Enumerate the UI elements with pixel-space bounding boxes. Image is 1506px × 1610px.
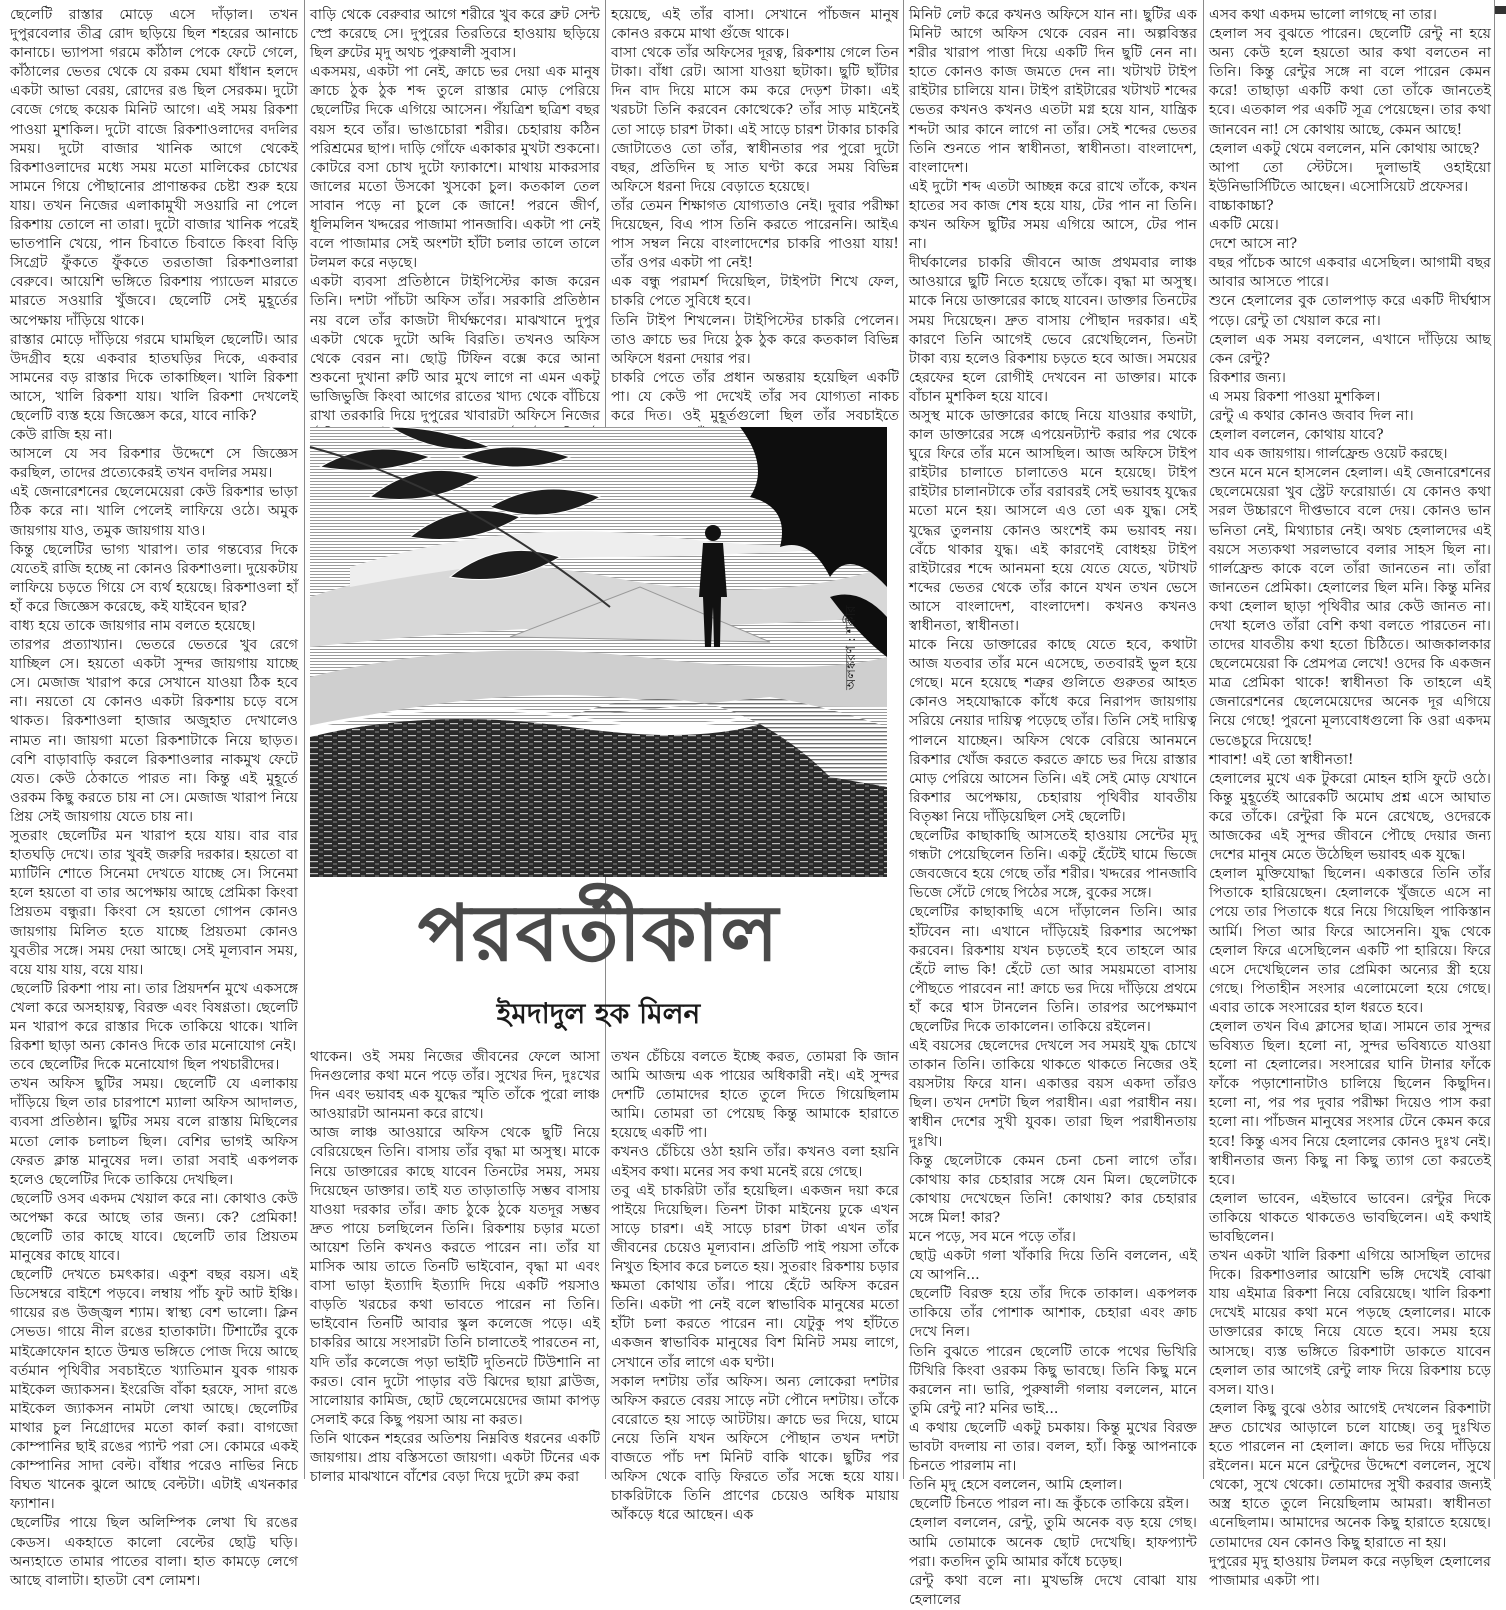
paragraph: হেলাল তখন বিএ ক্লাসের ছাত্র। সামনে তার সুন্দর ভবিষ্যত ছিল। হলো না, সুন্দর ভবিষ্যতে যাওয়া হলো না হেলালের। সংসারের ঘানি টানার ফাঁকে ফাঁকে পড়াশোনাটাও চালিয়ে ছিলেন কিছুদিন। হলো না, পর পর দুবার পরীক্ষা দিয়েও পাস করা হলো না। পাঁচজন মানুষের সংসার টেনে কেমন করে হবে! কিন্তু এসব নিয়ে হেলালের কোনও দুঃখ নেই। স্বাধীনতার জন্য কিছু না কিছু ত্যাগ তো করতেই হবে। — [1209, 1018, 1491, 1188]
paragraph: মাকে নিয়ে ডাক্তারের কাছে যেতে হবে, কথাটা আজ যতবার তাঁর মনে এসেছে, ততবারই ভুল হয়ে গেছে। মনে হয়েছে শত্রুর গুলিতে গুরুতর আহত কোনও সহযোদ্ধাকে কাঁধে করে নিরাপদ জায়গায় সরিয়ে নেয়ার দায়িত্ব পড়েছে তাঁর। তিনি সেই দায়িত্ব পালনে যাচ্ছেন। অফিস থেকে বেরিয়ে আনমনে রিকশার খোঁজ করতে করতে ক্রাচে ভর দিয়ে রাস্তার মোড় পেরিয়ে আসেন তিনি। এই সেই মোড় যেখানে রিকশার অপেক্ষায়, চেহারায় পৃথিবীর যাবতীয় বিতৃষ্ণা নিয়ে দাঁড়িয়েছিল সেই ছেলেটি। — [909, 637, 1197, 825]
paragraph: যাব এক জায়গায়। গার্লফ্রেন্ড ওয়েট করছে। — [1209, 446, 1448, 463]
paragraph: রেন্টু এ কথার কোনও জবাব দিল না। — [1209, 407, 1414, 424]
paragraph: শুনে মনে মনে হাসলেন হেলাল। এই জেনারেশনের ছেলেমেয়েরা খুব স্ট্রেট ফরোয়ার্ড। যে কোনও কথা সরল উচ্চারণে দীপ্তভাবে বলে দেয়। কোনও ভান ভনিতা নেই, মিথ্যাচার নেই। অথচ হেলালদের এই বয়সে সত্যকথা সরলভাবে বলার সাহস ছিল না। গার্লফ্রেন্ড কাকে বলে তাঁরা জানতেন না। তাঁরা জানতেন প্রেমিকা। হেলালের ছিল মনি। কিন্তু মনির কথা হেলাল ছাড়া পৃথিবীর আর কেউ জানত না। দেখা হলেও তাঁরা বেশি কথা বলতে পারতেন না। তাদের যাবতীয় কথা হতো চিঠিতে। আজকালকার ছেলেমেয়েরা কি প্রেমপত্র লেখে! ওদের কি একজন মাত্র প্রেমিকা থাকে! স্বাধীনতা কি তাহলে এই জেনারেশনের ছেলেমেয়েদের অনেক দূর এগিয়ে নিয়ে গেছে! পুরনো মূল্যবোধগুলো কি ওরা একদম ভেঙেচুরে দিয়েছে! — [1209, 465, 1491, 749]
illustration-credit: অলঙ্করণ : শকীর — [844, 605, 859, 690]
paragraph: তবু এই চাকরিটা তাঁর হয়েছিল। একজন দয়া করে পাইয়ে দিয়েছিল। তিনশ টাকা মাইনেয় ঢুকে এখন সাড়ে চারশ। এই সাড়ে চারশ টাকা এখন তাঁর জীবনের চেয়েও মূল্যবান। প্রতিটি পাই পয়সা তাঁকে নিখুত হিসাব করে চলতে হয়। সুতরাং রিকশায় চড়ার ক্ষমতা কোথায় তাঁর। পায়ে হেঁটে অফিস করেন তিনি। একটা পা নেই বলে স্বাভাবিক মানুষের মতো হাঁটা চলা করতে পারেন না। যেটুকু পথ হাঁটতে একজন স্বাভাবিক মানুষের বিশ মিনিট সময় লাগে, সেখানে তাঁর লাগে এক ঘণ্টা। — [611, 1182, 899, 1371]
paragraph: ছোট্ট একটা গলা খাঁকারি দিয়ে তিনি বললেন, এই যে আপনি... — [909, 1248, 1197, 1284]
paragraph: কিন্তু ছেলেটাকে কেমন চেনা চেনা লাগে তাঁর। কোথায় কার চেহারার সঙ্গে যেন মিল। ছেলেটাকে কোথায় দেখেছেন তিনি! কোথায়? কার চেহারার সঙ্গে মিল! কার? — [909, 1152, 1197, 1226]
paragraph: ছেলেটি ওসব একদম খেয়াল করে না। কোথাও কেউ অপেক্ষা করে আছে তার জন্য। কে? প্রেমিকা! ছেলেটি তার কাছে যাবে। ছেলেটি তার প্রিয়তম মানুষের কাছে যাবে। — [10, 1190, 298, 1265]
paragraph: তিনি মৃদু হেসে বললেন, আমি হেলাল। — [909, 1477, 1123, 1494]
paragraph: এই দুটো শব্দ এতটা আচ্ছন্ন করে রাখে তাঁকে, কখন হাতের সব কাজ শেষ হয়ে যায়, টের পান না তিনি। কখন অফিস ছুটির সময় এগিয়ে আসে, টের পান না। — [909, 178, 1197, 253]
text-column-1 — [10, 6, 298, 1589]
story-illustration — [310, 427, 887, 877]
paragraph: হয়েছে, এই তাঁর বাসা। সেখানে পাঁচজন মানুষ কোনও রকমে মাথা গুঁজে থাকে। — [611, 7, 899, 43]
paragraph: বাড়ি থেকে বেরুবার আগে শরীরে খুব করে ব্রুট সেন্ট স্প্রে করেছে সে। দুপুরের তিরতিরে হাওয়ায় ছড়িয়ে ছিল ব্রুটের মৃদু অথচ পুরুষালী সুবাস। — [310, 7, 600, 62]
paragraph: অসুস্থ মাকে ডাক্তারের কাছে নিয়ে যাওয়ার কথাটা, কাল ডাক্তারের সঙ্গে এপয়েনট্যান্ট করার পর থেকে ঘুরে ফিরে তাঁর মনে আসছিল। আজ অফিসে টাইপ রাইটার চালাতে চালাতেও মনে হয়েছে। টাইপ রাইটার চালানটাকে তাঁর বরাবরই সেই ভয়াবহ যুদ্ধের মতো মনে হয়। আসলে এও তো এক যুদ্ধ। সেই যুদ্ধের তুলনায় কোনও অংশেই কম ভয়াবহ নয়। বেঁচে থাকার যুদ্ধ। এই কারণেই বোধহয় টাইপ রাইটারের শব্দে আনমনা হয়ে যেতে যেতে, খটাখট শব্দের ভেতর থেকে তাঁর কানে যখন তখন ভেসে আসে বাংলাদেশ, বাংলাদেশ। কখনও কখনও স্বাধীনতা, স্বাধীনতা। — [909, 407, 1197, 634]
page-edge-mark — [1495, 6, 1506, 14]
paragraph: তখন চেঁচিয়ে বলতে ইচ্ছে করত, তোমরা কি জান আমি আজন্ম এক পায়ের অধিকারী নই। এই সুন্দর দেশটি তোমাদের হাতে তুলে দিতে গিয়েছিলাম আমি। তোমরা তা পেয়েছ কিন্তু আমাকে হারাতে হয়েছে একটি পা। — [611, 1049, 899, 1142]
column-rule — [304, 0, 305, 1479]
paragraph: কিন্তু ছেলেটির ভাগ্য খারাপ। তার গন্তব্যের দিকে যেতেই রাজি হচ্ছে না কোনও রিকশাওলা। দুয়েকটায় লাফিয়ে চড়তে গিয়ে সে ব্যর্থ হয়েছে। রিকশাওলা হাঁ হাঁ করে জিজ্ঞেস করেছে, কই যাইবেন ছার? — [10, 541, 298, 615]
paragraph: দীর্ঘকালের চাকরি জীবনে আজ প্রথমবার লাঞ্চ আওয়ারে ছুটি নিতে হয়েছে তাঁকে। বৃদ্ধা মা অসুস্থ। মাকে নিয়ে ডাক্তারের কাছে যাবেন। ডাক্তার তিনটের সময় দিয়েছেন। দ্রুত বাসায় পৌছান দরকার। এই কারণে তিনি আগেই ভেবে রেখেছিলেন, তিনটা টাকা ব্যয় হলেও রিকশায় চড়তে হবে আজ। সময়ের হেরফের হলে রোগীই দেখবেন না ডাক্তার। মাকে বাঁচান মুশকিল হয়ে যাবে। — [909, 255, 1197, 405]
paragraph: এ কথায় ছেলেটি একটু চমকায়। কিন্তু মুখের বিরক্ত ভাবটা বদলায় না তার। বলল, হ্যাঁ। কিন্তু আপনাকে চিনতে পারলাম না। — [909, 1419, 1197, 1475]
text-column-2-top — [310, 6, 600, 424]
paragraph: চাকরি পেতে তাঁর প্রধান অন্তরায় হয়েছিল একটি পা। যে কেউ পা দেখেই তাঁর সব যোগ্যতা নাকচ করে দিত। ওই মুহূর্তগুলো ছিল তাঁর সবচাইতে — [611, 369, 899, 424]
paragraph: হেলাল এক সময় বললেন, এখানে দাঁড়িয়ে আছ কেন রেন্টু? — [1209, 331, 1491, 367]
paragraph: হেলাল মুক্তিযোদ্ধা ছিলেন। একাত্তরে তিনি তাঁর পিতাকে হারিয়েছেন। হেলালকে খুঁজতে এসে না পেয়ে তার পিতাকে ধরে নিয়ে গিয়েছিল পাকিস্তান আর্মি। পিতা আর ফিরে আসেননি। যুদ্ধ থেকে হেলাল ফিরে এসেছিলেন একটি পা হারিয়ে। ফিরে এসে দেখেছিলেন তার প্রেমিকা অন্যের স্ত্রী হয়ে গেছে। পিতাহীন সংসার এলোমেলো হয়ে গেছে। এবার তাকে সংসারের হাল ধরতে হবে। — [1209, 866, 1491, 1016]
paragraph: আপা তো স্টেটসে। দুলাভাই ওহাইয়ো ইউনিভার্সিটিতে আছেন। এসোসিয়েট প্রফেসর। — [1209, 159, 1491, 195]
paragraph: ছেলেটি চিনতে পারল না। ভ্রূ কুঁচকে তাকিয়ে রইল। — [909, 1496, 1190, 1513]
paragraph: তিনি বুঝতে পারেন ছেলেটি তাকে পথের ভিখিরি টিখিরি কিংবা ওরকম কিছু ভাবছে। তিনি কিছু মনে করলেন না। ভারি, পুরুষালী গলায় বললেন, মানে তুমি রেন্টু না? মনির ভাই... — [909, 1343, 1197, 1417]
paragraph: ছেলেটির কাছাকাছি আসতেই হাওয়ায় সেন্টের মৃদু গন্ধটা পেয়েছিলেন তিনি। একটু হেঁটেই ঘামে ভিজে জেবজেবে হয়ে গেছে তাঁর শরীর। খদ্দরের পানজাবি ভিজে সেঁটে গেছে পিঠের সঙ্গে, বুকের সঙ্গে। — [909, 828, 1197, 902]
paragraph: তবে ছেলেটির দিকে মনোযোগ ছিল পথচারীদের। — [10, 1057, 280, 1074]
paragraph: কখনও চেঁচিয়ে ওঠা হয়নি তাঁর। কখনও বলা হয়নি এইসব কথা। মনের সব কথা মনেই রয়ে গেছে। — [611, 1144, 899, 1180]
paragraph: হেলাল বললেন, রেন্টু, তুমি অনেক বড় হয়ে গেছ। আমি তোমাকে অনেক ছোট দেখেছি। হাফপ্যান্ট পরা। কতদিন তুমি আমার কাঁধে চড়েছ। — [909, 1515, 1197, 1570]
paragraph: ছেলেটির কাছাকাছি এসে দাঁড়ালেন তিনি। আর হাঁটবেন না। এখানে দাঁড়িয়েই রিকশার অপেক্ষা করবেন। রিকশায় যখন চড়তেই হবে তাহলে আর হেঁটে লাভ কি! হেঁটে তো আর সময়মতো বাসায় পৌছতে পারবেন না! ক্রাচে ভর দিয়ে দাঁড়িয়ে প্রথমে হাঁ করে শ্বাস টানলেন তিনি। তারপর অপেক্ষমাণ ছেলেটির দিকে তাকালেন। তাকিয়ে রইলেন। — [909, 904, 1197, 1035]
paragraph: তখন একটা খালি রিকশা এগিয়ে আসছিল তাদের দিকে। রিকশাওলার আয়েশি ভঙ্গি দেখেই বোঝা যায় এইমাত্র রিকশা নিয়ে বেরিয়েছে। খালি রিকশা দেখেই মায়ের কথা মনে পড়ছে হেলালের। মাকে ডাক্তারের কাছে নিয়ে যেতে হবে। সময় হয়ে আসছে। ব্যস্ত ভঙ্গিতে রিকশাটা ডাকতে যাবেন হেলাল তার আগেই রেন্টু লাফ দিয়ে রিকশায় চড়ে বসল। যাও। — [1209, 1248, 1491, 1398]
paragraph: এই বয়সের ছেলেদের দেখলে সব সময়ই যুদ্ধ চোখে তাকান তিনি। তাকিয়ে থাকতে থাকতে নিজের ওই বয়সটায় ফিরে যান। একাত্তর বয়স একদা তাঁরও ছিল। তখন দেশটা ছিল পরাধীন। এরা পরাধীন নয়। স্বাধীন দেশের সুখী যুবক। তারা ছিল পরাধীনতায় দুঃখি। — [909, 1038, 1197, 1150]
paragraph: ছেলেটি রিকশা পায় না। তার প্রিয়দর্শন মুখে একসঙ্গে খেলা করে অসহায়ত্ব, বিরক্ত এবং বিষণ্ণতা। ছেলেটি মন খারাপ করে রাস্তার দিকে তাকিয়ে থাকে। খালি রিকশা ছাড়া অন্য কোনও দিকে তার মনোযোগ নেই। — [10, 980, 298, 1055]
column-rule — [903, 0, 904, 1479]
paragraph: তিনি টাইপ শিখলেন। টাইপিস্টের চাকরি পেলেন। তাও ক্রাচে ভর দিয়ে ঠুক ঠুক করে কতকাল বিভিন্ন অফিসে ধরনা দেয়ার পর। — [611, 312, 899, 367]
paragraph: শুনে হেলালের বুক তোলপাড় করে একটি দীর্ঘশ্বাস পড়ে। রেন্টু তা খেয়াল করে না। — [1209, 293, 1491, 329]
paragraph: তারপর প্রত্যাখ্যান। ভেতরে ভেতরে খুব রেগে যাচ্ছিল সে। হয়তো একটা সুন্দর জায়গায় যাচ্ছে সে। মেজাজ খারাপ করে সেখানে যাওয়া ঠিক হবে না। নয়তো যে কোনও একটা রিকশায় চড়ে বসে থাকত। রিকশাওলা হাজার অজুহাত দেখালেও নামত না। জায়গা মতো রিকশাটাকে নিয়ে ছাড়ত। বেশি বাড়াবাড়ি করলে রিকশাওলার নাকমুখ ফেটে যেত। কেউ ঠেকাতে পারত না। কিন্তু এই মুহূর্তে ওরকম কিছু করতে চায় না সে। মেজাজ খারাপ নিয়ে প্রিয় সেই জায়গায় যেতে চায় না। — [10, 637, 298, 825]
column-rule — [1494, 0, 1495, 1479]
paragraph: তাঁর তেমন শিক্ষাগত যোগ্যতাও নেই। দুবার পরীক্ষা দিয়েছেন, বিএ পাস তিনি করতে পারেননি। আইএ পাস সম্বল নিয়ে বাংলাদেশের চাকরি পাওয়া যায়! তাঁর ওপর একটা পা নেই! — [611, 197, 899, 272]
paragraph: একটা ব্যবসা প্রতিষ্ঠানে টাইপিস্টের কাজ করেন তিনি। দশটা পাঁচটা অফিস তাঁর। সরকারি প্রতিষ্ঠান নয় বলে তাঁর কাজটা দীর্ঘক্ষণের। মাঝখানে দুপুর একটা থেকে দুটো অব্দি বিরতি। তখনও অফিস থেকে বেরন না। ছোট্ট টিফিন বক্সে করে আনা শুকনো দুখানা রুটি আর মুখে লাগে না এমন একটু ভাজিভুজি কিংবা আগের রাতের খাদ্য থেকে বাঁচিয়ে রাখা তরকারি দিয়ে দুপুরের খাবারটা অফিসে নিজের — [310, 274, 600, 424]
paragraph: একসময়, একটা পা নেই, ক্রাচে ভর দেয়া এক মানুষ ক্রাচে ঠুক ঠুক শব্দ তুলে রাস্তার মোড় পেরিয়ে ছেলেটির দিকে এগিয়ে আসেন। পঁয়ত্রিশ ছত্রিশ বছর বয়স হবে তাঁর। ভাঙাচোরা শরীর। চেহারায় কঠিন পরিশ্রমের ছাপ। দাড়ি গোঁফে একাকার মুখটা শুকনো। কোটরে বসা চোখ দুটো ফ্যাকাশে। মাথায় মাকরসার জালের মতো উসকো খুসকো চুল। কতকাল তেল সাবান পড়ে না চুলে কে জানে! পরনে জীর্ণ, ধূলিমলিন খদ্দরের পাজামা পানজাবি। একটা পা নেই বলে পাজামার সেই অংশটা হাঁটা চলার তালে তালে টলমল করে নড়ছে। — [310, 64, 600, 272]
story-author: ইমদাদুল হক মিলন — [496, 997, 701, 1030]
paragraph: কেউ রাজি হয় না। — [10, 427, 113, 444]
text-column-4 — [909, 6, 1197, 1608]
paragraph: এ সময় রিকশা পাওয়া মুশকিল। — [1209, 388, 1381, 405]
column-rule — [1203, 0, 1204, 1479]
paragraph: মিনিট লেট করে কখনও অফিসে যান না। ছুটির এক মিনিট আগে অফিস থেকে বেরন না। অল্পবিস্তর শরীর খারাপ পাত্তা দিয়ে একটি দিন ছুটি নেন না। হাতে কোনও কাজ জমতে দেন না। খটাখট টাইপ রাইটার চালিয়ে যান। টাইপ রাইটারের খটাখট শব্দের ভেতর কখনও কখনও এতটা মগ্ন হয়ে যান, যান্ত্রিক শব্দটা আর কানে লাগে না তাঁর। সেই শব্দের ভেতর তিনি শুনতে পান স্বাধীনতা, স্বাধীনতা। বাংলাদেশ, বাংলাদেশ। — [909, 7, 1197, 176]
paragraph: রেন্টু কথা বলে না। মুখভঙ্গি দেখে বোঝা যায় হেলালের — [909, 1572, 1197, 1608]
paragraph: বাসা থেকে তাঁর অফিসের দূরত্ব, রিকশায় গেলে তিন টাকা। বাঁধা রেট। আসা যাওয়া ছটাকা। ছুটি ছাঁটার দিন বাদ দিয়ে মাসে কম করে দেড়শ টাকা। এই খরচটা তিনি করবেন কোত্থেকে? তাঁর সাড় মাইনেই তো সাড়ে চারশ টাকা। এই সাড়ে চারশ টাকার চাকরি জোটাতেও তো তাঁর, স্বাধীনতার পর পুরো দুটো বছর, প্রতিদিন ছ সাত ঘণ্টা করে সময় বিভিন্ন অফিসে ধরনা দিয়ে বেড়াতে হয়েছে। — [611, 45, 899, 195]
text-column-5 — [1209, 6, 1491, 1589]
paragraph: এক বন্ধু পরামর্শ দিয়েছিল, টাইপটা শিখে ফেল, চাকরি পেতে সুবিধে হবে। — [611, 274, 899, 310]
paragraph: সকাল দশটায় তাঁর অফিস। অন্য লোকেরা দশটার অফিস করতে বেরয় সাড়ে নটা পৌনে দশটায়। তাঁকে বেরোতে হয় সাড়ে আটটায়। ক্রাচে ভর দিয়ে, ঘামে নেয়ে তিনি যখন অফিসে পৌছান তখন দশটা বাজতে পাঁচ দশ মিনিট বাকি থাকে। ছুটির পর অফিস থেকে বাড়ি ফিরতে তাঁর সন্ধে হয়ে যায়। চাকরিটাকে তিনি প্রাণের চেয়েও অধিক মায়ায় আঁকড়ে ধরে আছেন। এক — [611, 1373, 899, 1524]
paragraph: হেলালের মুখে এক টুকরো মোহন হাসি ফুটে ওঠে। কিন্তু মুহূর্তেই আরেকটি অমোঘ প্রশ্ন এসে আঘাত করে তাঁকে। রেন্টুরা কি মনে রেখেছে, ওদেরকে আজকের এই সুন্দর জীবনে পৌছে দেয়ার জন্য দেশের মানুষ মেতে উঠেছিল ভয়াবহ এক যুদ্ধে। — [1209, 770, 1491, 864]
paragraph: এই জেনারেশনের ছেলেমেয়েরা কেউ রিকশার ভাড়া ঠিক করে না। খালি পেলেই লাফিয়ে ওঠে। অমুক জায়গায় যাও, তমুক জায়গায় যাও। — [10, 484, 298, 539]
paragraph: বাচ্চাকাচ্চা? — [1209, 197, 1274, 214]
paragraph: হেলাল একটু থেমে বললেন, মনি কোথায় আছে? — [1209, 140, 1480, 157]
paragraph: বছর পাঁচেক আগে একবার এসেছিল। আগামী বছর আবার আসতে পারে। — [1209, 255, 1491, 291]
text-column-2-bottom — [310, 1048, 600, 1486]
paragraph: রিকশার জন্য। — [1209, 369, 1286, 386]
paragraph: আজ লাঞ্চ আওয়ারে অফিস থেকে ছুটি নিয়ে বেরিয়েছেন তিনি। বাসায় তাঁর বৃদ্ধা মা অসুস্থ। মাকে নিয়ে ডাক্তারের কাছে যাবেন তিনটের সময়, সময় দিয়েছেন ডাক্তার। তাই যত তাড়াতাড়ি সম্ভব বাসায় যাওয়া দরকার তাঁর। ক্রাচ ঠুকে ঠুকে যতদূর সম্ভব দ্রুত পায়ে চলছিলেন তিনি। রিকশায় চড়ার মতো আয়েশ তিনি কখনও করতে পারেন না। তাঁর যা মাসিক আয় তাতে তিনটি ভাইবোন, বৃদ্ধা মা এবং বাসা ভাড়া ইত্যাদি ইত্যাদি দিয়ে একটি পয়সাও বাড়তি খরচের কথা ভাবতে পারেন না তিনি। ভাইবোন তিনটি আবার স্কুল কলেজে পড়ে। এই চাকরির আয়ে সংসারটা তিনি চালাতেই পারতেন না, যদি তাঁর কলেজে পড়া ভাইটি দুতিনটে টিউশানি না করত। বোন দুটো পাড়ার বউ ঝিদের ছায়া ব্লাউজ, সালোয়ার কামিজ, ছোট ছেলেমেয়েদের জামা কাপড় সেলাই করে কিছু পয়সা আয় না করত। — [310, 1125, 600, 1428]
paragraph: ছেলেটি দেখতে চমৎকার। একুশ বছর বয়স। এই ডিসেম্বরে বাইশে পড়বে। লম্বায় পাঁচ ফুট আট ইঞ্চি। গায়ের রঙ উজ্জ্বল শ্যাম। স্বাস্থ্য বেশ ভালো। ক্লিন সেভড। গায়ে নীল রঙের হাতাকাটা। টিশার্টের বুকে মাইক্রোফোন হাতে উন্মত্ত ভঙ্গিতে পোজ দিয়ে আছে বর্তমান পৃথিবীর সবচাইতে খ্যাতিমান যুবক গায়ক মাইকেল জ্যাকসন। ইংরেজি বাঁকা হরফে, সাদা রঙে মাইকেল জ্যাকসন নামটা লেখা আছে। ছেলেটির মাথার চুল নিগ্রোদের মতো কার্ল করা। বাগজো কোম্পানির ছাই রঙের প্যান্ট পরা সে। কোমরে একই কোম্পানির সাদা বেল্ট। বাঁধার পরেও নাভির নিচে বিঘত খানেক ঝুলে আছে বেল্টটা। এটাই এখনকার ফ্যাশান। — [10, 1267, 298, 1513]
paragraph: রাস্তার মোড়ে দাঁড়িয়ে গরমে ঘামছিল ছেলেটি। আর উদগ্রীব হয়ে একবার হাতঘড়ির দিকে, একবার সামনের বড় রাস্তার দিকে তাকাচ্ছিল। খালি রিকশা আসে, খালি রিকশা যায়। খালি রিকশা দেখলেই ছেলেটি ব্যস্ত হয়ে জিজ্ঞেস করে, যাবে নাকি? — [10, 331, 298, 424]
paragraph: ছেলেটির পায়ে ছিল অলিম্পিক লেখা ঘি রঙের কেডস। একহাতে কালো বেল্টের ছোট্ট ঘড়ি। অন্যহাতে তামার পাতের বালা। হাত কামড়ে লেগে আছে বালাটা। হাতটা বেশ লোমশ। — [10, 1515, 298, 1589]
paragraph: তখন অফিস ছুটির সময়। ছেলেটি যে এলাকায় দাঁড়িয়ে ছিল তার চারপাশে ম্যালা অফিস আদালত, ব্যবসা প্রতিষ্ঠান। ছুটির সময় বলে রাস্তায় মিছিলের মতো লোক চলাচল ছিল। বেশির ভাগই অফিস ফেরত ক্লান্ত মানুষের দল। তারা সবাই একপলক হলেও ছেলেটির দিকে তাকিয়ে দেখছিল। — [10, 1076, 298, 1188]
paragraph: হেলাল সব বুঝতে পারেন। ছেলেটি রেন্টু না হয়ে অন্য কেউ হলে হয়তো আর কথা বলতেন না তিনি। কিন্তু রেন্টুর সঙ্গে না বলে পারেন কেমন করে! তাছাড়া একটি কথা তো তাঁকে জানতেই হবে। এতকাল পর একটি সূত্র পেয়েছেন। তার কথা জানবেন না! সে কোথায় আছে, কেমন আছে! — [1209, 26, 1491, 138]
paragraph: মনে পড়ে, সব মনে পড়ে তাঁর। — [909, 1229, 1076, 1245]
paragraph: দুপুরের মৃদু হাওয়ায় টলমল করে নড়ছিল হেলালের পাজামার একটা পা। — [1209, 1553, 1491, 1589]
paragraph: হেলাল ভাবেন, এইভাবে ভাবেন। রেন্টুর দিকে তাকিয়ে থাকতে থাকতেও ভাবছিলেন। এই কথাই ভাবছিলেন। — [1209, 1190, 1491, 1245]
paragraph: হেলাল বললেন, কোথায় যাবে? — [1209, 427, 1384, 444]
story-title: পরবর্তীকাল — [417, 888, 780, 979]
paragraph: এসব কথা একদম ভালো লাগছে না তার। — [1209, 7, 1437, 23]
text-column-3-top — [611, 6, 899, 424]
paragraph: থাকেন। ওই সময় নিজের জীবনের ফেলে আসা দিনগুলোর কথা মনে পড়ে তাঁর। সুখের দিন, দুঃখের দিন এবং ভয়াবহ এক যুদ্ধের স্মৃতি তাঁকে পুরো লাঞ্চ আওয়ারটা আনমনা করে রাখে। — [310, 1049, 600, 1123]
paragraph: সুতরাং ছেলেটির মন খারাপ হয়ে যায়। বার বার হাতঘড়ি দেখে। তার খুবই জরুরি দরকার। হয়তো বা ম্যাটিনি শোতে সিনেমা দেখতে যাচ্ছে সে। সিনেমা হলে হয়তো বা তার অপেক্ষায় আছে প্রেমিকা কিংবা প্রিয়তম বন্ধুরা। কিংবা সে হয়তো গোপন কোনও জায়গায় মিলিত হতে যাচ্ছে প্রিয়তমা কোনও যুবতীর সঙ্গে। সময় দেয়া আছে। সেই মূল্যবান সময়, বয়ে যায় যায়, বয়ে যায়। — [10, 828, 298, 978]
paragraph: ছেলেটি বিরক্ত হয়ে তাঁর দিকে তাকাল। একপলক তাকিয়ে তাঁর পোশাক আশাক, চেহারা এবং ক্রাচ দেখে নিল। — [909, 1286, 1197, 1341]
text-column-3-bottom — [611, 1048, 899, 1524]
paragraph: ছেলেটি রাস্তার মোড়ে এসে দাঁড়াল। তখন দুপুরবেলার তীব্র রোদ ছড়িয়ে ছিল শহরের আনাচে কানাচে। ভ্যাপসা গরমে কাঁঠাল পেকে ফেটে গেলে, কাঁঠালের ভেতর থেকে যে রকম ঘেমা ধাঁধান হলদে একটা আভা বেরয়, রোদের রঙ ছিল সেরকম। দুটো বেজে গেছে কয়েক মিনিট আগে। এই সময় রিকশা পাওয়া মুশকিল। দুটো বাজে রিকশাওলাদের বদলির সময়। দুটো বাজার খানিক আগে থেকেই রিকশাওলাদের মধ্যে সময় মতো মালিকের চোখের সামনে গিয়ে পৌছানোর প্রাণান্তকর চেষ্টা শুরু হয়ে যায়। তখন নিজের এলাকামুখী সওয়ারি না পেলে রিকশায় তোলে না তারা। দুটো বাজার খানিক পরেই ভাতপানি খেয়ে, পান চিবাতে চিবাতে কিংবা বিড়ি সিগ্রেট ফুঁকতে ফুঁকতে তরতাজা রিকশাওলারা বেরুবে। আয়েশি ভঙ্গিতে রিকশায় প্যাডেল মারতে মারতে সওয়ারি খুঁজবে। ছেলেটি সেই মুহূর্তের অপেক্ষায় দাঁড়িয়ে থাকে। — [10, 7, 298, 329]
paragraph: একটি মেয়ে। — [1209, 217, 1279, 234]
paragraph: আসলে যে সব রিকশার উদ্দেশে সে জিজ্ঞেস করছিল, তাদের প্রত্যেকেরই তখন বদলির সময়। — [10, 446, 298, 482]
paragraph: তিনি থাকেন শহরের অতিশয় নিম্নবিত্ত ধরনের একটি জায়গায়। প্রায় বস্তিসতো জায়গা। একটা টিনের এক চালার মাঝখানে বাঁশের বেড়া দিয়ে দুটো রুম করা — [310, 1430, 600, 1486]
paragraph: শাবাশ! এই তো স্বাধীনতা! — [1209, 751, 1354, 768]
paragraph: হেলাল কিছু বুঝে ওঠার আগেই দেখলেন রিকশাটা দ্রুত চোখের আড়ালে চলে যাচ্ছে। তবু দুঃখিত হতে পারলেন না হেলাল। ক্রাচে ভর দিয়ে দাঁড়িয়ে রইলেন। মনে মনে রেন্টুদের উদ্দেশে বললেন, সুখে থেকো, সুখে থেকো। তোমাদের সুখী করবার জন্যই অস্ত্র হাতে তুলে নিয়েছিলাম আমরা। স্বাধীনতা এনেছিলাম। আমাদের অনেক কিছু হারাতে হয়েছে। তোমাদের যেন কোনও কিছু হারাতে না হয়। — [1209, 1400, 1491, 1551]
paragraph: দেশে আসে না? — [1209, 236, 1298, 253]
paragraph: বাধ্য হয়ে তাকে জায়গার নাম বলতে হয়েছে। — [10, 618, 256, 634]
